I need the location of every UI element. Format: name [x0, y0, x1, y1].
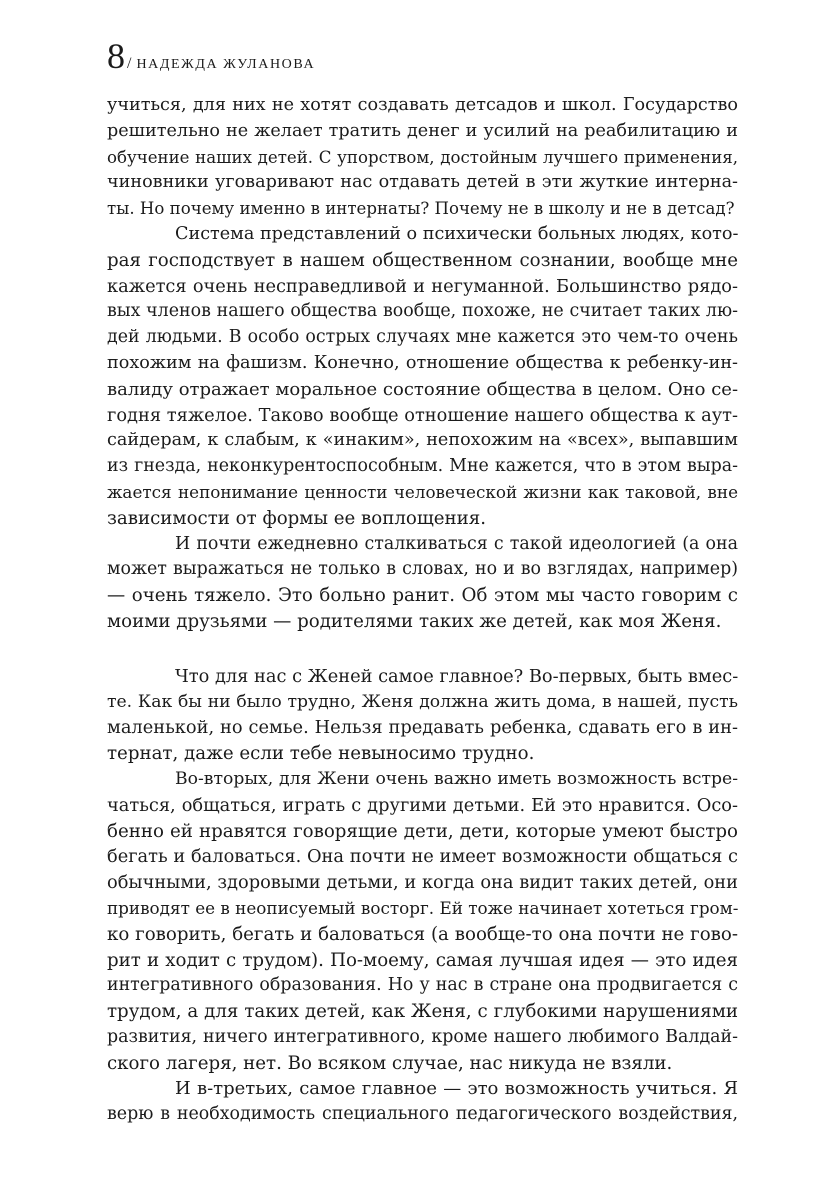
- text-line: ского лагеря, нет. Во всяком случае, нас никуда не взяли.: [107, 1052, 673, 1074]
- text-line: рит и ходит с трудом). По-моему, самая лучшая идея — это идея: [107, 949, 738, 971]
- header-author: НАДЕЖДА ЖУЛАНОВА: [136, 57, 316, 72]
- text-line: приводят ее в неописуемый восторг. Ей тоже начинает хотеться гром-: [107, 897, 739, 918]
- text-line: похожим на фашизм. Конечно, отношение общества к ребенку-ин-: [107, 352, 738, 373]
- text-line: годня тяжелое. Таково вообще отношение нашего общества к аут-: [107, 404, 738, 426]
- text-line: из гнезда, неконкурентоспособным. Мне кажется, что в этом выра-: [107, 456, 738, 477]
- text-line: те. Как бы ни было трудно, Женя должна жить дома, в нашей, пусть: [107, 691, 738, 712]
- text-line: И в-третьих, самое главное — это возможность учиться. Я: [175, 1078, 738, 1100]
- text-line: дей людьми. В особо острых случаях мне кажется это чем-то очень: [107, 327, 738, 348]
- text-line: чаться, общаться, играть с другими детьми. Ей это нравится. Осо-: [107, 794, 738, 816]
- text-line: жается непонимание ценности человеческой жизни как таковой, вне: [107, 481, 738, 502]
- paragraph: [107, 532, 738, 635]
- text-line: Система представлений о психически больных людях, кото-: [175, 223, 739, 244]
- text-line: обычными, здоровыми детьми, и когда она видит таких детей, они: [107, 872, 738, 894]
- page-number: 8: [107, 36, 125, 76]
- text-line: интегративного образования. Но у нас в стране она продвигается с: [107, 975, 738, 996]
- text-line: Во-вторых, для Жени очень важно иметь возможность встре-: [175, 768, 738, 789]
- paragraph: [107, 1076, 738, 1128]
- text-line: ты. Но почему именно в интернаты? Почему не в школу и не в детсад?: [107, 199, 735, 219]
- text-line: ко говорить, бегать и баловаться (а вообще-то она почти не гово-: [107, 923, 738, 945]
- text-line: кажется очень несправедливой и негуманной. Большинство рядо-: [107, 275, 738, 297]
- paragraph: [107, 93, 738, 222]
- text-line: моими друзьями — родителями таких же детей, как моя Женя.: [107, 610, 722, 632]
- text-line: может выражаться не только в словах, но и во взглядах, например): [107, 559, 738, 580]
- text-line: — очень тяжело. Это больно ранит. Об этом мы часто говорим с: [107, 585, 738, 607]
- text-line: бенно ей нравятся говорящие дети, дети, которые умеют быстро: [107, 820, 738, 842]
- text-line: валиду отражает моральное состояние общества в целом. Оно се-: [107, 378, 739, 400]
- paragraph-gap: [107, 635, 738, 664]
- text-line: обучение наших детей. С упорством, достойным лучшего применения,: [107, 147, 738, 167]
- paragraph: [107, 767, 738, 1077]
- text-line: И почти ежедневно сталкиваться с такой идеологией (а она: [175, 533, 738, 554]
- text-line: зависимости от формы ее воплощения.: [107, 507, 486, 529]
- text-line: решительно не желает тратить денег и усилий на реабилитацию и: [107, 120, 738, 141]
- text-line: вых членов нашего общества вообще, похоже, не считает таких лю-: [107, 301, 738, 322]
- paragraph: [107, 664, 738, 767]
- paragraph: [107, 222, 738, 532]
- text-line: Что для нас с Женей самое главное? Во-первых, быть вмес-: [175, 665, 739, 687]
- text-line: верю в необходимость специального педагогического воздействия,: [107, 1104, 738, 1125]
- text-line: учиться, для них не хотят создавать детсадов и школ. Государство: [107, 95, 738, 115]
- running-header: [107, 36, 315, 76]
- text-line: чиновники уговаривают нас отдавать детей в эти жуткие интерна-: [107, 172, 738, 193]
- text-line: трудом, а для таких детей, как Женя, с глубокими нарушениями: [107, 1001, 738, 1023]
- text-line: рая господствует в нашем общественном сознании, вообще мне: [107, 249, 738, 271]
- text-line: сайдерам, к слабым, к «инаким», непохожим на «всех», выпавшим: [107, 430, 738, 451]
- text-line: маленькой, но семье. Нельзя предавать ребенка, сдавать его в ин-: [107, 717, 738, 739]
- body-text: [107, 93, 738, 1128]
- text-line: развития, ничего интегративного, кроме нашего любимого Валдай-: [107, 1026, 738, 1047]
- text-line: тернат, даже если тебе невыносимо трудно.: [107, 743, 535, 765]
- text-line: бегать и баловаться. Она почти не имеет возможности общаться с: [107, 846, 738, 868]
- header-separator: /: [127, 55, 132, 72]
